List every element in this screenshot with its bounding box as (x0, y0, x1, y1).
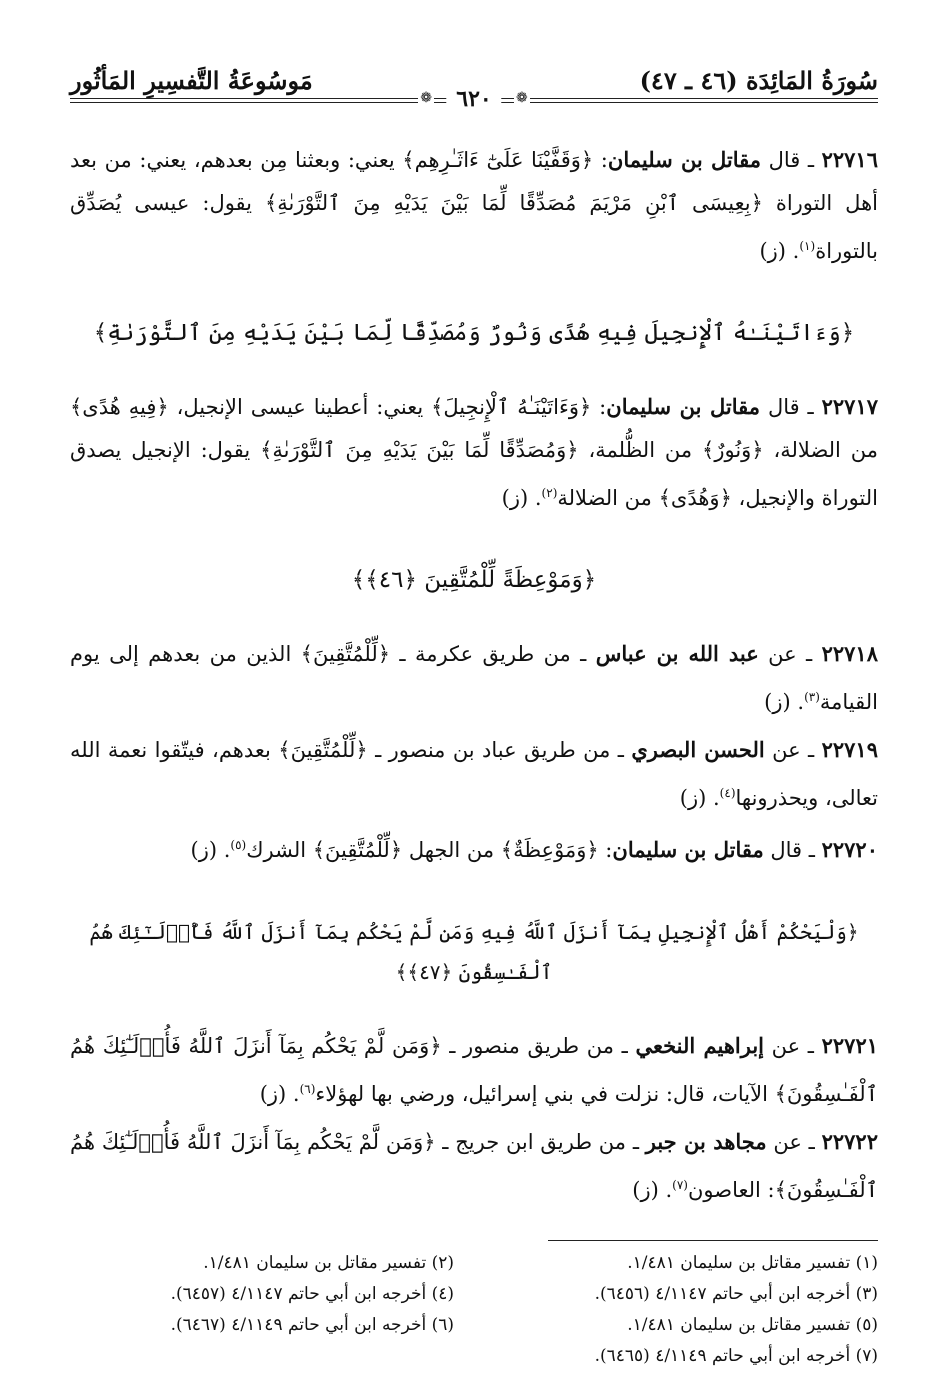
footnote-ref[interactable]: (٦) (299, 1082, 316, 1096)
footnote-ref[interactable]: (٣) (804, 690, 820, 704)
entry-number: ٢٢٧١٩ (821, 737, 878, 762)
footnote (70, 1342, 454, 1370)
narrator-name: مقاتل بن سليمان (606, 394, 761, 419)
footnote-separator (548, 1240, 878, 1241)
hadith-entry: ٢٢٧٢١ ـ عن إبراهيم النخعي ـ من طريق منصور ـ ﴿وَمَن لَّمْ يَحْكُم بِمَآ أَنزَلَ ٱللَّهُ فَأُو۟لَـٰٓئِكَ هُمُ ٱلْفَـٰسِقُونَ﴾ الآيات، قال: نزلت في بني إسرائيل، ورضي بها لهؤلاء$^{(٦)}$. (ز) (70, 1033, 879, 1106)
narrator-name: مجاهد بن جبر (645, 1129, 767, 1154)
quran-verse: ﴿وَمَوْعِظَةً لِّلْمُتَّقِينَ ﴿٤٦﴾﴾ (351, 567, 597, 593)
footnote-ref[interactable]: (٤) (719, 786, 736, 800)
hadith-entry: ٢٢٧١٩ ـ عن الحسن البصري ـ من طريق عباد بن منصور ـ ﴿لِّلْمُتَّقِينَ﴾ بعدهم، فيتّقوا نعمة الله تعالى، ويحذرونها$^{(٤)}$. (ز) (70, 737, 878, 810)
footnote-ref[interactable]: (٧) (672, 1178, 688, 1192)
hadith-entry: ٢٢٧١٦ ـ قال مقاتل بن سليمان: ﴿وَقَفَّيْنَا عَلَىٰٓ ءَاثَـٰرِهِم﴾ يعني: وبعثنا مِن بعدهم، يعني: من بعد أهل التوراة ﴿بِعِيسَى ٱبْنِ مَرْيَمَ مُصَدِّقًا لِّمَا بَيْنَ يَدَيْهِ مِنَ ٱلتَّوْرَىٰةِ﴾ يقول: عيسى يُصَدِّق بالتوراة$^{(١)}$. (ز) (70, 147, 878, 263)
running-header (70, 60, 878, 116)
footnote: (٥) تفسير مقاتل بن سليمان ١/٤٨١. (627, 1315, 878, 1335)
ornament-icon: ❁ (420, 90, 432, 106)
entry-text: ـ من طريق ابن جريج ـ ﴿وَمَن لَّمْ يَحْكُم بِمَآ أَنزَلَ ٱللَّهُ فَأُو۟لَـٰٓئِكَ هُمُ ٱلْفَـٰسِقُونَ﴾: العاصون (70, 1130, 878, 1202)
footnote-ref[interactable]: (١) (799, 239, 816, 253)
entry-number: ٢٢٧٢١ (821, 1033, 879, 1058)
entry-text: : ﴿وَءَاتَيْنَـٰهُ ٱلْإِنجِيلَ﴾ يعني: أعطينا عيسى الإنجيل، ﴿فِيهِ هُدًى﴾ من الضلالة، ﴿وَنُورٌ﴾ من الظُّلمة، ﴿وَمُصَدِّقًا لِّمَا بَيْنَ يَدَيْهِ مِنَ ٱلتَّوْرَىٰةِ﴾ يقول: الإنجيل يصدق التوراة والإنجيل، ﴿وَهُدًى﴾ من الضلالة (70, 395, 878, 510)
narrator-name: عبد الله بن عباس (595, 641, 759, 666)
footnote: (٢) تفسير مقاتل بن سليمان ١/٤٨١. (203, 1253, 454, 1273)
surah-title: سُورَةُ المَائِدَة (٤٦ ـ ٤٧) (639, 66, 878, 95)
footnotes (70, 1249, 878, 1370)
page-number: ٦٢٠ (446, 86, 501, 112)
footnote: (٦) أخرجه ابن أبي حاتم ٤/١١٤٩ (٦٤٦٧). (170, 1315, 454, 1335)
entry-number: ٢٢٧٢٠ (821, 837, 878, 862)
hadith-entry: ٢٢٧١٧ ـ قال مقاتل بن سليمان: ﴿وَءَاتَيْنَـٰهُ ٱلْإِنجِيلَ﴾ يعني: أعطينا عيسى الإنجيل، ﴿فِيهِ هُدًى﴾ من الضلالة، ﴿وَنُورٌ﴾ من الظُّلمة، ﴿وَمُصَدِّقًا لِّمَا بَيْنَ يَدَيْهِ مِنَ ٱلتَّوْرَىٰةِ﴾ يقول: الإنجيل يصدق التوراة والإنجيل، ﴿وَهُدًى﴾ من الضلالة$^{(٢)}$. (ز) (70, 394, 879, 510)
quran-verse: ﴿وَءَاتَيْنَـٰهُ ٱلْإِنجِيلَ فِيهِ هُدًى وَنُورٌ وَمُصَدِّقًا لِّمَا بَيْنَ يَدَيْهِ مِنَ ٱلتَّوْرَىٰةِ﴾ (93, 320, 855, 346)
narrator-name: مقاتل بن سليمان (607, 147, 762, 172)
ornament-icon: ❁ (516, 90, 528, 106)
quran-verse: ﴿وَلْيَحْكُمْ أَهْلُ ٱلْإِنجِيلِ بِمَآ أَنزَلَ ٱللَّهُ فِيهِ وَمَن لَّمْ يَحْكُم بِمَآ أَنزَلَ ٱللَّهُ فَأُو۟لَـٰٓئِكَ هُمُ ٱلْفَـٰسِقُونَ ﴿٤٧﴾﴾ (89, 920, 859, 984)
hadith-entry: ٢٢٧٢٠ ـ قال مقاتل بن سليمان: ﴿وَمَوْعِظَةٌ﴾ من الجهل ﴿لِّلْمُتَّقِينَ﴾ الشرك$^{(٥)}$. (ز) (190, 837, 878, 862)
entry-text: : ﴿وَقَفَّيْنَا عَلَىٰٓ ءَاثَـٰرِهِم﴾ يعني: وبعثنا مِن بعدهم، يعني: من بعد أهل التوراة ﴿بِعِيسَى ٱبْنِ مَرْيَمَ مُصَدِّقًا لِّمَا بَيْنَ يَدَيْهِ مِنَ ٱلتَّوْرَىٰةِ﴾ يقول: عيسى يُصَدِّق بالتوراة (70, 148, 878, 263)
narrator-name: إبراهيم النخعي (635, 1033, 764, 1058)
book-title: مَوسُوعَةُ التَّفسِيرِ المَأثُور (70, 66, 313, 95)
entry-text: ـ من طريق منصور ـ ﴿وَمَن لَّمْ يَحْكُم بِمَآ أَنزَلَ ٱللَّهُ فَأُو۟لَـٰٓئِكَ هُمُ ٱلْفَـٰسِقُونَ﴾ الآيات، قال: نزلت في بني إسرائيل، ورضي بها لهؤلاء (70, 1034, 878, 1106)
footnote: (١) تفسير مقاتل بن سليمان ١/٤٨١. (627, 1253, 878, 1273)
entry-number: ٢٢٧١٧ (821, 394, 879, 419)
narrator-name: مقاتل بن سليمان (612, 837, 764, 862)
hadith-entry: ٢٢٧١٨ ـ عن عبد الله بن عباس ـ من طريق عكرمة ـ ﴿لِّلْمُتَّقِينَ﴾ الذين من بعدهم إلى يوم القيامة$^{(٣)}$. (ز) (70, 641, 878, 714)
footnote: (٣) أخرجه ابن أبي حاتم ٤/١١٤٧ (٦٤٥٦). (594, 1284, 878, 1304)
footnote-ref[interactable]: (٥) (230, 838, 247, 852)
footnote: (٤) أخرجه ابن أبي حاتم ٤/١١٤٧ (٦٤٥٧). (170, 1284, 454, 1304)
entry-number: ٢٢٧١٦ (821, 147, 878, 172)
footnote-ref[interactable]: (٢) (541, 486, 558, 500)
entry-number: ٢٢٧٢٢ (821, 1129, 878, 1154)
entry-number: ٢٢٧١٨ (821, 641, 878, 666)
footnote: (٧) أخرجه ابن أبي حاتم ٤/١١٤٩ (٦٤٦٥). (594, 1346, 878, 1366)
entry-text: : ﴿وَمَوْعِظَةٌ﴾ من الجهل ﴿لِّلْمُتَّقِينَ﴾ الشرك (246, 838, 613, 862)
hadith-entry: ٢٢٧٢٢ ـ عن مجاهد بن جبر ـ من طريق ابن جريج ـ ﴿وَمَن لَّمْ يَحْكُم بِمَآ أَنزَلَ ٱللَّهُ فَأُو۟لَـٰٓئِكَ هُمُ ٱلْفَـٰسِقُونَ﴾: العاصون$^{(٧)}$. (ز) (70, 1129, 878, 1202)
page (70, 60, 878, 1370)
entry-text: ـ من طريق عباد بن منصور ـ ﴿لِّلْمُتَّقِينَ﴾ بعدهم، فيتّقوا نعمة الله تعالى، ويحذرونها (70, 738, 878, 810)
narrator-name: الحسن البصري (631, 737, 765, 762)
entry-text: ـ من طريق عكرمة ـ ﴿لِّلْمُتَّقِينَ﴾ الذين من بعدهم إلى يوم القيامة (70, 642, 878, 714)
